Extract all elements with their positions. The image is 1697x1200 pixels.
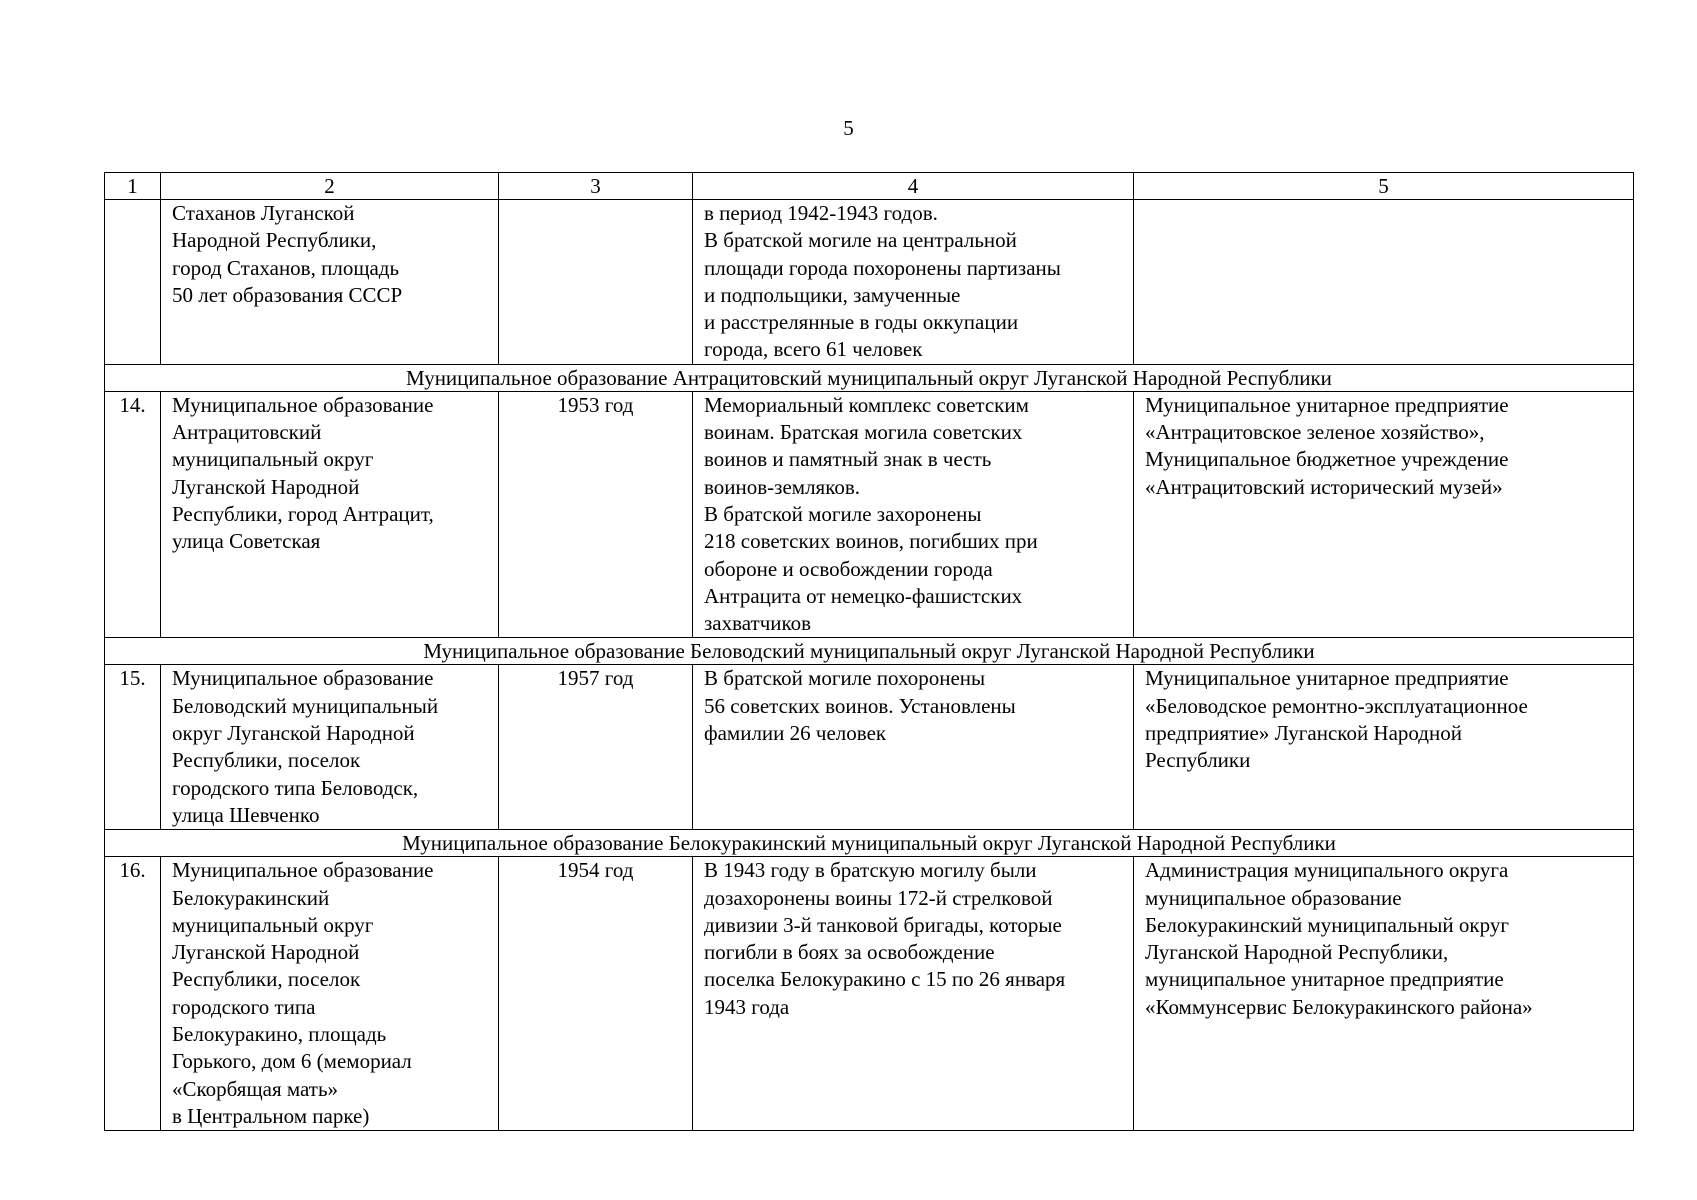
responsible-cell-line: Муниципальное унитарное предприятие [1145, 666, 1509, 691]
description-cell-line: погибли в боях за освобождение [704, 940, 995, 965]
description-cell-line: фамилии 26 человек [704, 721, 887, 746]
location-cell-line: Республики, поселок [172, 967, 361, 992]
table-body [105, 173, 1634, 1131]
section-header-row [105, 364, 1634, 391]
responsible-cell-line: муниципальное унитарное предприятие [1145, 967, 1504, 992]
location-cell-line: в Центральном парке) [172, 1103, 370, 1128]
year-cell: 1954 год [499, 857, 693, 1131]
responsible-cell [1134, 391, 1634, 638]
section-title: Муниципальное образование Беловодский муниципальный округ Луганской Народной Республики [105, 638, 1634, 665]
row-number: 16. [105, 857, 161, 1131]
description-cell-line: дозахоронены воины 172-й стрелковой [704, 885, 1053, 910]
description-cell-line: 218 советских воинов, погибших при [704, 529, 1038, 554]
description-cell-line: дивизии 3-й танковой бригады, которые [704, 912, 1062, 937]
section-header-row [105, 638, 1634, 665]
table-row [105, 200, 1634, 365]
column-number-row [105, 173, 1634, 200]
description-cell-line: поселка Белокуракино с 15 по 26 января [704, 967, 1066, 992]
responsible-cell-line: «Беловодское ремонтно-эксплуатационное [1145, 693, 1528, 718]
description-cell [693, 391, 1134, 638]
year-cell: 1953 год [499, 391, 693, 638]
location-cell-line: Республики, поселок [172, 748, 361, 773]
row-number: 15. [105, 665, 161, 830]
description-cell [693, 857, 1134, 1131]
column-number: 3 [499, 173, 693, 200]
responsible-cell-line: Администрация муниципального округа [1145, 858, 1509, 883]
location-cell-line: городского типа Беловодск, [172, 775, 419, 800]
location-cell-line: улица Советская [172, 529, 321, 554]
page-number-text: 5 [843, 116, 854, 140]
monuments-table [104, 172, 1634, 1131]
location-cell [161, 857, 499, 1131]
description-cell-line: В братской могиле похоронены [704, 666, 986, 691]
year-cell [499, 200, 693, 365]
section-header-row [105, 830, 1634, 857]
description-cell-line: В братской могиле захоронены [704, 501, 982, 526]
responsible-cell-line: Муниципальное бюджетное учреждение [1145, 447, 1509, 472]
description-cell-line: Мемориальный комплекс советским [704, 392, 1029, 417]
responsible-cell-line: предприятие» Луганской Народной [1145, 721, 1462, 746]
description-cell-line: захватчиков [704, 611, 812, 636]
location-cell-line: 50 лет образования СССР [172, 282, 403, 307]
section-title: Муниципальное образование Антрацитовский муниципальный округ Луганской Народной Республики [105, 364, 1634, 391]
location-cell-line: Муниципальное образование [172, 858, 434, 883]
location-cell [161, 391, 499, 638]
responsible-cell-line: Республики [1145, 748, 1251, 773]
description-cell-line: города, всего 61 человек [704, 337, 923, 362]
description-cell-line: площади города похоронены партизаны [704, 255, 1061, 280]
description-cell-line: 56 советских воинов. Установлены [704, 693, 1016, 718]
responsible-cell-line: «Антрацитовское зеленое хозяйство», [1145, 420, 1485, 445]
location-cell-line: Стаханов Луганской [172, 201, 355, 225]
location-cell-line: городского типа [172, 994, 316, 1019]
description-cell-line: воинов и памятный знак в честь [704, 447, 992, 472]
location-cell [161, 200, 499, 365]
location-cell-line: Белокуракино, площадь [172, 1022, 387, 1047]
description-cell-line: в период 1942-1943 годов. [704, 201, 938, 225]
location-cell-line: Муниципальное образование [172, 392, 434, 417]
section-title: Муниципальное образование Белокуракинский муниципальный округ Луганской Народной Республики [105, 830, 1634, 857]
description-cell-line: и подпольщики, замученные [704, 282, 961, 307]
table-row [105, 665, 1634, 830]
location-cell-line: муниципальный округ [172, 912, 374, 937]
location-cell-line: Луганской Народной [172, 474, 360, 499]
location-cell-line: Народной Республики, [172, 228, 377, 253]
location-cell-line: Горького, дом 6 (мемориал [172, 1049, 412, 1074]
row-number: 14. [105, 391, 161, 638]
page-number [0, 116, 1697, 140]
location-cell-line: Муниципальное образование [172, 666, 434, 691]
description-cell-line: воинам. Братская могила советских [704, 420, 1023, 445]
description-cell-line: воинов-земляков. [704, 474, 861, 499]
location-cell-line: Белокуракинский [172, 885, 330, 910]
location-cell-line: Беловодский муниципальный [172, 693, 439, 718]
responsible-cell-line: Белокуракинский муниципальный округ [1145, 912, 1509, 937]
responsible-cell-line: Муниципальное унитарное предприятие [1145, 392, 1509, 417]
responsible-cell [1134, 857, 1634, 1131]
description-cell-line: 1943 года [704, 994, 790, 1019]
column-number: 5 [1134, 173, 1634, 200]
location-cell-line: улица Шевченко [172, 802, 320, 827]
column-number: 2 [161, 173, 499, 200]
responsible-cell-line: Луганской Народной Республики, [1145, 940, 1449, 965]
column-number: 1 [105, 173, 161, 200]
description-cell-line: и расстрелянные в годы оккупации [704, 310, 1019, 335]
description-cell [693, 665, 1134, 830]
location-cell-line: Республики, город Антрацит, [172, 501, 434, 526]
description-cell-line: Антрацита от немецко-фашистских [704, 583, 1023, 608]
location-cell-line: Луганской Народной [172, 940, 360, 965]
year-cell: 1957 год [499, 665, 693, 830]
location-cell-line: муниципальный округ [172, 447, 374, 472]
responsible-cell-line: «Коммунсервис Белокуракинского района» [1145, 994, 1533, 1019]
description-cell-line: В 1943 году в братскую могилу были [704, 858, 1037, 883]
location-cell-line: Антрацитовский [172, 420, 322, 445]
column-number: 4 [693, 173, 1134, 200]
row-number [105, 200, 161, 365]
responsible-cell [1134, 200, 1634, 365]
responsible-cell-line: «Антрацитовский исторический музей» [1145, 474, 1503, 499]
table-row [105, 391, 1634, 638]
table-row [105, 857, 1634, 1131]
responsible-cell-line: муниципальное образование [1145, 885, 1402, 910]
responsible-cell [1134, 665, 1634, 830]
location-cell [161, 665, 499, 830]
location-cell-line: округ Луганской Народной [172, 721, 415, 746]
description-cell-line: В братской могиле на центральной [704, 228, 1017, 253]
description-cell-line: обороне и освобождении города [704, 556, 993, 581]
location-cell-line: город Стаханов, площадь [172, 255, 400, 280]
description-cell [693, 200, 1134, 365]
location-cell-line: «Скорбящая мать» [172, 1076, 339, 1101]
